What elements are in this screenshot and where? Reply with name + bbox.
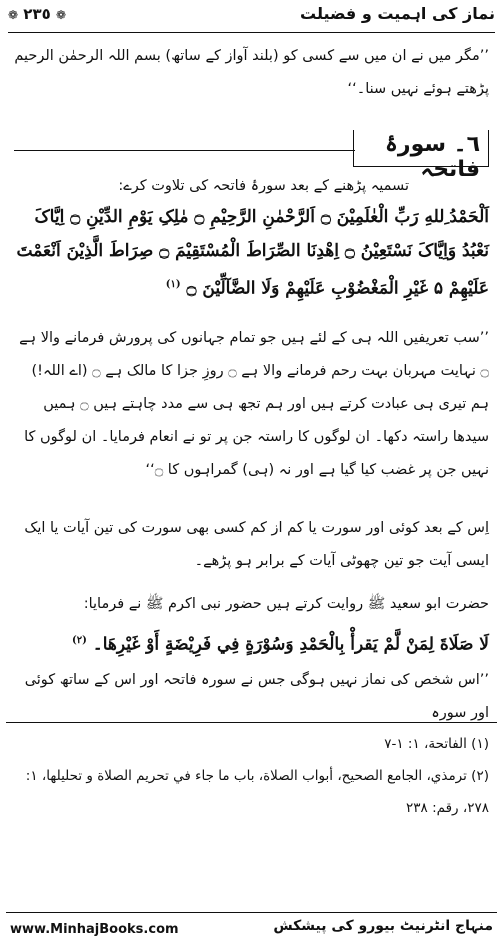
footnote-ref: (١) — [165, 279, 181, 290]
footer-divider — [6, 912, 497, 913]
instruction-text: تسمیہ پڑھنے کے بعد سورۂ فاتحہ کی تلاوت کرے: — [118, 178, 409, 194]
instruction-paragraph: اِس کے بعد کوئی اور سورت یا کم از کم کسی بھی سورت کی تین آیات یا ایک ایسی آیت جو تین چھوٹی آیات کے برابر ہو پڑھے۔ — [24, 520, 489, 569]
footnote-ref: (٢) — [71, 635, 87, 646]
footnote-item: (١) الفاتحة، ١: ١-٧ — [384, 736, 489, 752]
page-number: ❁ ٢٣٥ ❁ — [8, 5, 67, 23]
ornament-icon: ❁ — [56, 8, 67, 22]
hadith-arabic — [14, 624, 489, 660]
footnote-divider — [6, 722, 497, 723]
header-divider — [8, 32, 495, 33]
section-heading-box — [353, 130, 489, 182]
fatiha-text: اَلْحَمْدُ ِللهِ رَبِّ الْعٰلَمِیْنَ ۝ اَلرَّحْمٰنِ الرَّحِیْمِ ۝ مٰلِکِ یَوْمِ الدِّیْنِ ۝ اِیَّاکَ نَعْبُدُ وَاِیَّاکَ نَسْتَعِیْنُ ۝ اِهْدِنَا الصِّرَاطَ الْمُسْتَقِیْمَ ۝ صِرَاطَ الَّذِیْنَ اَنْعَمْتَ عَلَیْهِمْ ۵ غَیْرِ الْمَغْضُوْبِ عَلَیْهِمْ وَلَا الضَّآلِّیْنَ ۝ — [16, 207, 489, 299]
section-heading: ٦۔ سورۂ فاتحہ — [385, 132, 480, 182]
page-header — [8, 0, 495, 30]
hadith-text: لَا صَلَاةَ لِمَنْ لَّمْ یَقرأْ بِالْحَمْدِ وَسُوْرَةٍ فِي فَرِیْضَةٍ أَوْ غَیْرِهَا۔ — [92, 634, 489, 655]
hadith-intro: حضرت ابو سعید ﷺ روایت کرتے ہیں حضور نبی اکرم ﷺ نے فرمایا: — [83, 596, 489, 612]
footer-url[interactable]: www.MinhajBooks.com — [10, 922, 179, 937]
footnotes — [14, 728, 489, 863]
hadith-translation: ’’اس شخص کی نماز نہیں ہوگی جس نے سورہ فاتحہ اور اس کے ساتھ کوئی اور سورہ — [24, 672, 489, 721]
section-rule — [14, 150, 355, 151]
quote-paragraph: ’’مگر میں نے ان میں سے کسی کو (بلند آواز کے ساتھ) بسم اللہ الرحمٰن الرحیم پڑھتے ہوئے نہیں سنا۔‘‘ — [14, 48, 489, 97]
fatiha-translation: ’’سب تعریفیں اللہ ہی کے لئے ہیں جو تمام جہانوں کی پرورش فرمانے والا ہے ۝ نہایت مہربان بہت رحم فرمانے والا ہے ۝ روزِ جزا کا مالک ہے ۝ (اے اللہ!) ہم تیری ہی عبادت کرتے ہیں اور ہم تجھ ہی سے مدد چاہتے ہیں ۝ ہمیں سیدھا راستہ دکھا۔ ان لوگوں کا راستہ جن پر تو نے انعام فرمایا۔ ان لوگوں کا نہیں جن پر غضب کیا گیا ہے اور نہ (ہی) گمراہوں کا ۝‘‘ — [19, 330, 489, 478]
running-title: نماز کی اہمیت و فضیلت — [300, 4, 495, 23]
ornament-icon: ❁ — [8, 8, 19, 22]
footnote-item: (٢) ترمذي، الجامع الصحیح، أبواب الصلاة، باب ما جاء في تحریم الصلاة و تحلیلها، ١: ٢٧٨، رقم: ٢٣٨ — [25, 768, 489, 816]
surah-fatiha-arabic — [14, 200, 489, 306]
footer-credit: منہاج انٹرنیٹ بیورو کی پیشکش — [273, 918, 493, 934]
